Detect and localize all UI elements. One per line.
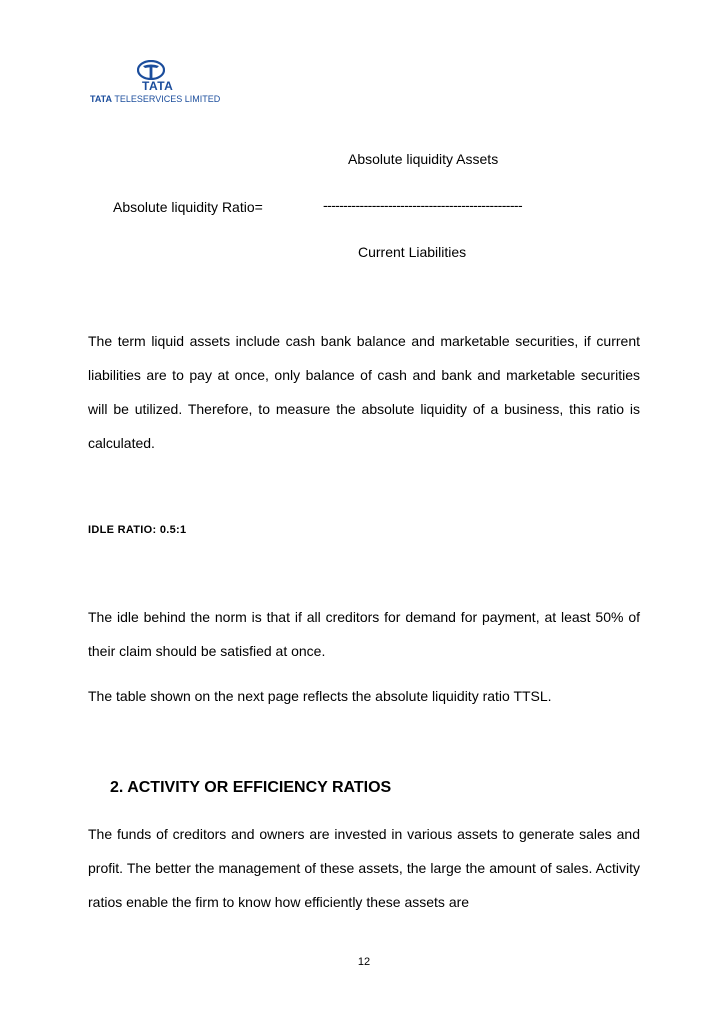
company-logo (90, 60, 230, 108)
paragraph-activity-ratios: The funds of creditors and owners are invested in various assets to generate sales and profit. The better the management of these assets, the large the amount of sales. Activity ratios enable the firm to know how efficiently these assets are (88, 826, 640, 910)
formula-label: Absolute liquidity Ratio= (113, 199, 263, 215)
formula-numerator: Absolute liquidity Assets (348, 151, 499, 167)
idle-ratio-heading: IDLE RATIO: 0.5:1 (88, 524, 187, 536)
paragraph-table-reference: The table shown on the next page reflects the absolute liquidity ratio TTSL. (88, 688, 552, 704)
section-heading: 2. ACTIVITY OR EFFICIENCY RATIOS (110, 779, 392, 796)
company-name: TATA TELESERVICES LIMITED (90, 94, 221, 104)
formula-denominator: Current Liabilities (358, 244, 467, 260)
page-number: 12 (357, 956, 371, 968)
logo-wordmark: TATA (142, 79, 174, 93)
formula-divider: ------------------------------------------------- (323, 197, 523, 213)
paragraph-liquid-assets: The term liquid assets include cash bank balance and marketable securities, if current liabilities are to pay at once, only balance of cash and bank and marketable securities will be utilized. Therefore, to measure the absolute liquidity of a business, this ratio is calculated. (88, 333, 640, 451)
paragraph-idle-norm: The idle behind the norm is that if all creditors for demand for payment, at least 50% of their claim should be satisfied at once. (88, 609, 640, 659)
tata-emblem-icon (137, 60, 165, 80)
